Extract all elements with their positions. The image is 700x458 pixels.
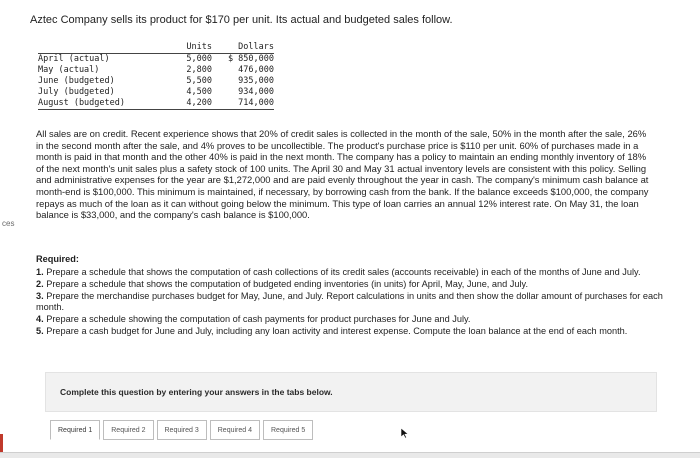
mouse-pointer-icon [400,427,410,439]
complete-instructions: Complete this question by entering your answers in the tabs below. [60,387,333,397]
list-item [36,326,666,337]
list-item [36,291,666,313]
units-cell: 5,000 [168,54,212,66]
required-item-text: Prepare the merchandise purchases budget for May, June, and July. Report calculations in units and then show the dollar amount of purchases for each month. [36,291,663,312]
required-item-text: Prepare a schedule showing the computation of cash payments for product purchases for June and July. [46,314,471,324]
answer-tabs [50,420,313,442]
dollars-cell: $ 850,000 [212,54,274,66]
tab-required-2[interactable]: Required 2 [103,420,153,440]
table-row [38,76,274,87]
required-item-number: 1. [36,267,44,277]
units-column-header: Units [186,42,212,52]
sales-table-header-row [38,42,274,54]
units-cell: 5,500 [186,76,212,86]
dollars-cell: 935,000 [238,76,274,86]
required-section [36,254,666,338]
units-cell: 4,200 [168,98,212,110]
required-heading: Required: [36,254,79,264]
month-cell: June (budgeted) [38,76,115,86]
tab-required-1[interactable]: Required 1 [50,420,100,440]
dollars-column-header: Dollars [238,42,274,52]
tab-required-3[interactable]: Required 3 [157,420,207,440]
table-row [38,87,274,98]
list-item [36,314,666,325]
dollars-cell: 934,000 [238,87,274,97]
required-item-text: Prepare a cash budget for June and July, including any loan activity and interest expense. Compute the loan balance at the end of each month. [46,326,628,336]
bottom-scroll-strip [0,452,700,458]
required-item-number: 4. [36,314,44,324]
month-cell: April (actual) [38,54,168,66]
month-cell: July (budgeted) [38,87,115,97]
required-item-text: Prepare a schedule that shows the computation of cash collections of its credit sales (accounts receivable) in each of the months of June and July. [46,267,641,277]
intro-text: Aztec Company sells its product for $170 per unit. Its actual and budgeted sales follow. [30,14,453,26]
list-item [36,279,666,290]
month-cell: May (actual) [38,65,100,75]
table-row [38,54,274,66]
units-cell: 4,500 [186,87,212,97]
list-item [36,267,666,278]
units-cell: 2,800 [186,65,212,75]
required-item-number: 5. [36,326,44,336]
tab-required-5[interactable]: Required 5 [263,420,313,440]
required-item-number: 3. [36,291,44,301]
required-item-number: 2. [36,279,44,289]
month-column-header [38,42,168,54]
table-row [38,65,274,76]
month-cell: August (budgeted) [38,98,168,110]
tab-required-4[interactable]: Required 4 [210,420,260,440]
side-edge-label: ces [2,219,15,228]
required-item-text: Prepare a schedule that shows the computation of budgeted ending inventories (in units) for April, May, June, and July. [46,279,529,289]
dollars-cell: 476,000 [238,65,274,75]
table-row [38,98,274,110]
sales-table [38,42,274,110]
problem-description: All sales are on credit. Recent experience shows that 20% of credit sales is collected in the month of the sale, 50% in the month after the sale, 26% in the second month after the sale, and 4% proves to be uncollectible. The product's purchase price is $110 per unit. 60% of purchases made in a month is paid in that month and the other 40% is paid in the next month. The company has a policy to maintain an ending monthly inventory of 18% of the next month's unit sales plus a safety stock of 100 units. The April 30 and May 31 actual inventory levels are consistent with this policy. Selling and administrative expenses for the year are $1,272,000 and are paid evenly throughout the year in cash. The company's minimum cash balance at month-end is $100,000. This minimum is maintained, if necessary, by borrowing cash from the bank. If the balance exceeds $100,000, the company repays as much of the loan as it can without going below the minimum. This type of loan carries an annual 12% interest rate. On May 31, the loan balance is $33,000, and the company's cash balance is $100,000. [36,128,649,221]
dollars-cell: 714,000 [212,98,274,110]
instructions-box [45,372,657,412]
